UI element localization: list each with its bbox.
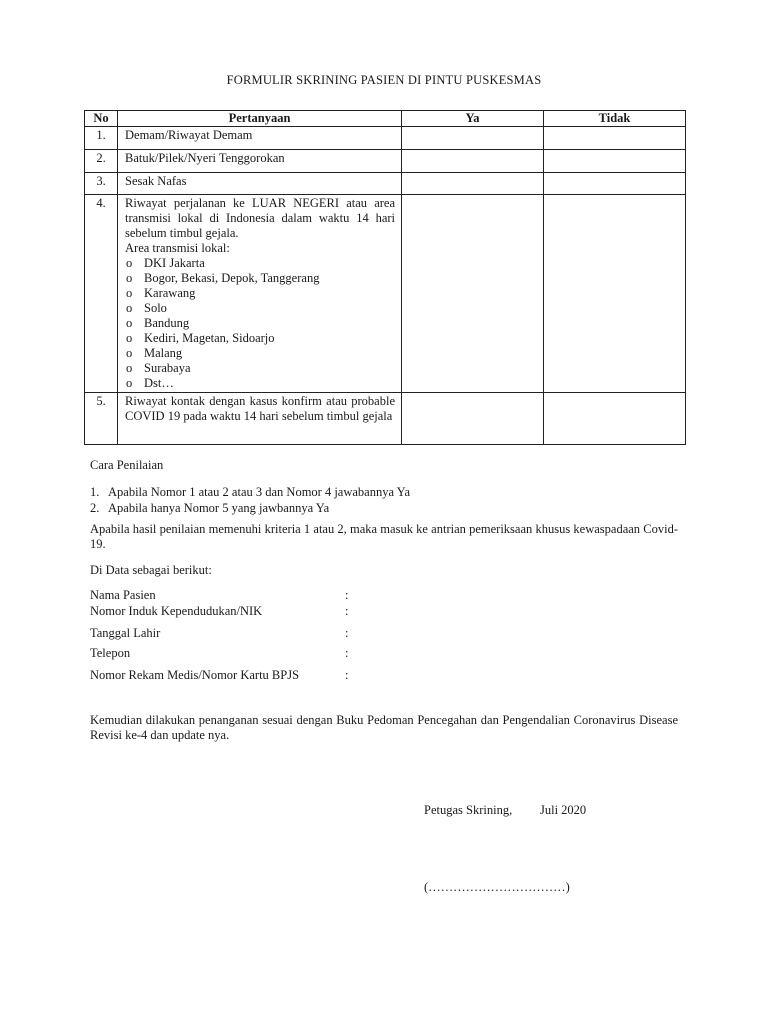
- row-number: 2.: [85, 150, 118, 173]
- header-yes: Ya: [402, 111, 544, 127]
- list-item: [90, 484, 678, 500]
- bullet-icon: o: [126, 346, 133, 360]
- answer-no-cell[interactable]: [544, 195, 686, 393]
- row-question: Demam/Riwayat Demam: [118, 127, 402, 150]
- answer-no-cell[interactable]: [544, 150, 686, 173]
- field-medical-record[interactable]: [90, 668, 390, 683]
- assessment-heading: Cara Penilaian: [90, 458, 164, 472]
- field-label: Nama Pasien: [90, 588, 156, 602]
- answer-yes-cell[interactable]: [402, 150, 544, 173]
- list-item: [90, 500, 678, 516]
- header-question: Pertanyaan: [118, 111, 402, 127]
- table-row: [85, 127, 686, 150]
- area-list-heading: Area transmisi lokal:: [125, 241, 230, 255]
- assessment-conclusion: Apabila hasil penilaian memenuhi kriteria 1 atau 2, maka masuk ke antrian pemeriksaan khusus kewaspadaan Covid-19.: [90, 522, 678, 551]
- field-colon: :: [345, 604, 349, 618]
- row-number: 4.: [85, 195, 118, 393]
- bullet-icon: o: [126, 256, 133, 270]
- field-label: Telepon: [90, 646, 131, 660]
- signature-date: Juli 2020: [540, 803, 587, 817]
- list-item: o Karawang: [126, 286, 196, 300]
- field-label: Nomor Rekam Medis/Nomor Kartu BPJS: [90, 668, 300, 682]
- criteria-number: 1.: [90, 485, 100, 499]
- answer-yes-cell[interactable]: [402, 127, 544, 150]
- row-question: Riwayat perjalanan ke LUAR NEGERI atau area transmisi lokal di Indonesia dalam waktu 14 hari sebelum timbul gejala.: [125, 196, 395, 240]
- table-row: [85, 173, 686, 195]
- field-label: Tanggal Lahir: [90, 626, 161, 640]
- field-patient-name[interactable]: [90, 588, 390, 603]
- data-intro: Di Data sebagai berikut:: [90, 563, 212, 577]
- field-colon: :: [345, 626, 349, 640]
- row-question: Riwayat kontak dengan kasus konfirm atau probable COVID 19 pada waktu 14 hari sebelum timbul gejala: [118, 393, 402, 445]
- row-question: Batuk/Pilek/Nyeri Tenggorokan: [118, 150, 402, 173]
- row-number: 3.: [85, 173, 118, 195]
- bullet-icon: o: [126, 316, 133, 330]
- field-nik[interactable]: [90, 604, 390, 619]
- answer-no-cell[interactable]: [544, 393, 686, 445]
- document-title: FORMULIR SKRINING PASIEN DI PINTU PUSKESMAS: [226, 73, 542, 87]
- bullet-icon: o: [126, 271, 133, 285]
- table-row: [85, 150, 686, 173]
- field-birth-date[interactable]: [90, 626, 390, 641]
- list-item: o Malang: [126, 346, 183, 360]
- bullet-icon: o: [126, 286, 133, 300]
- answer-yes-cell[interactable]: [402, 393, 544, 445]
- field-colon: :: [345, 646, 349, 660]
- list-item: o Bandung: [126, 316, 190, 330]
- list-item: o Kediri, Magetan, Sidoarjo: [126, 331, 275, 345]
- row-number: 1.: [85, 127, 118, 150]
- criteria-list: [90, 484, 678, 516]
- criteria-text: Apabila hanya Nomor 5 yang jawbannya Ya: [108, 501, 330, 515]
- criteria-number: 2.: [90, 501, 100, 515]
- list-item: o Dst…: [126, 376, 174, 390]
- table-header-row: [85, 111, 686, 127]
- area-list: [125, 256, 395, 391]
- answer-no-cell[interactable]: [544, 127, 686, 150]
- answer-no-cell[interactable]: [544, 173, 686, 195]
- table-row: [85, 393, 686, 445]
- list-item: o DKI Jakarta: [126, 256, 205, 270]
- list-item: o Bogor, Bekasi, Depok, Tanggerang: [126, 271, 320, 285]
- signature-role: Petugas Skrining,: [424, 803, 513, 817]
- field-colon: :: [345, 588, 349, 602]
- list-item: o Solo: [126, 301, 167, 315]
- row-number: 5.: [85, 393, 118, 445]
- field-phone[interactable]: [90, 646, 390, 661]
- table-row: [85, 195, 686, 393]
- field-colon: :: [345, 668, 349, 682]
- field-label: Nomor Induk Kependudukan/NIK: [90, 604, 263, 618]
- row-question: Sesak Nafas: [118, 173, 402, 195]
- bullet-icon: o: [126, 331, 133, 345]
- list-item: o Surabaya: [126, 361, 191, 375]
- bullet-icon: o: [126, 376, 133, 390]
- criteria-text: Apabila Nomor 1 atau 2 atau 3 dan Nomor 4 jawabannya Ya: [108, 485, 411, 499]
- answer-yes-cell[interactable]: [402, 173, 544, 195]
- row-question-travel: [118, 195, 402, 393]
- header-no-answer: Tidak: [544, 111, 686, 127]
- bullet-icon: o: [126, 361, 133, 375]
- screening-table: [84, 110, 686, 445]
- bullet-icon: o: [126, 301, 133, 315]
- signature-line[interactable]: (……………………………): [424, 880, 570, 894]
- answer-yes-cell[interactable]: [402, 195, 544, 393]
- header-no: No: [85, 111, 118, 127]
- closing-paragraph: Kemudian dilakukan penanganan sesuai dengan Buku Pedoman Pencegahan dan Pengendalian Coronavirus Disease Revisi ke-4 dan update nya.: [90, 713, 678, 742]
